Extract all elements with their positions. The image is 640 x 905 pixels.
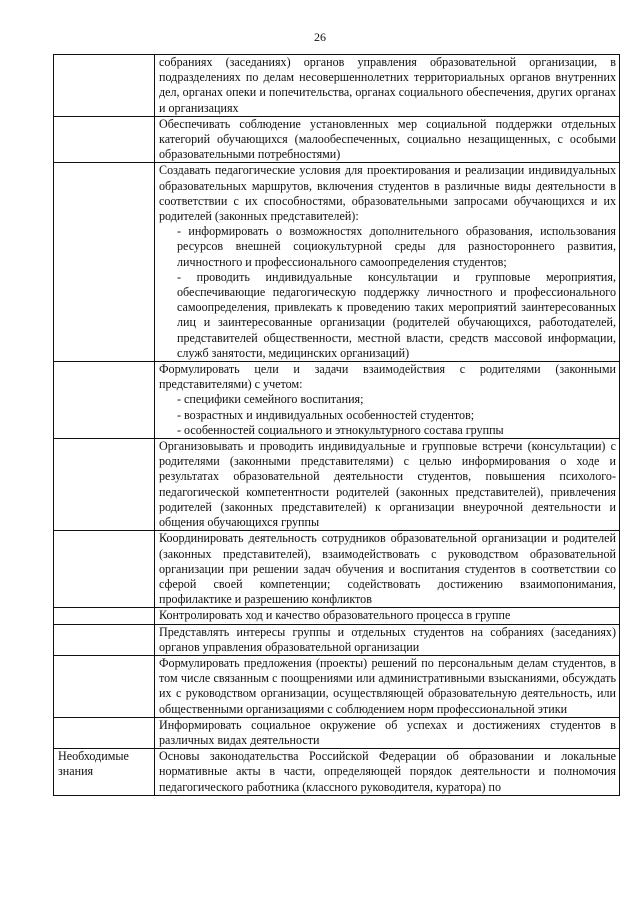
table-row [54,55,620,117]
table-row [54,116,620,163]
cell-paragraph: Организовывать и проводить индивидуальные и групповые встречи (консультации) с родителями (законными представителями) с целью информирования о ходе и результатах образовательной деятельности студентов, повышения психолого-педагогической компетентности родителей (законных представителей), привлечения родителей (законных представителей) к организации внеурочной деятельности и общения обучающихся группы [159,439,616,530]
table-row [54,717,620,748]
row-content-cell [155,624,620,655]
row-label-cell [54,624,155,655]
row-content-cell [155,655,620,717]
table-row [54,624,620,655]
row-content-cell [155,717,620,748]
cell-paragraph: Обеспечивать соблюдение установленных мер социальной поддержки отдельных категорий обучающихся (малообеспеченных, социально незащищенных, с особыми образовательными потребностями) [159,116,616,162]
table-row [54,655,620,717]
row-label-cell [54,55,155,117]
cell-paragraph: Контролировать ход и качество образовательного процесса в группе [159,608,511,623]
cell-paragraph: собраниях (заседаниях) органов управления образовательной организации, в подразделениях по делам несовершеннолетних территориальных органов внутренних дел, органах опеки и попечительства, органах социального обеспечения, других органах и организациях [159,55,616,115]
row-content-cell [155,362,620,439]
row-label-cell [54,439,155,531]
cell-list-item: - специфики семейного воспитания; [177,392,364,407]
table-row [54,439,620,531]
cell-list-item: - проводить индивидуальные консультации и групповые мероприятия, обеспечивающие педагогическую поддержку личностного и профессионального самоопределения, привлекать к проведению таких мероприятий заинтересованных лиц и заинтересованные организации (родителей обучающихся, работодателей, представителей общественности, местной власти, средств массовой информации, служб занятости, медицинских организаций) [177,269,616,360]
row-label-cell [54,163,155,362]
row-content-cell [155,439,620,531]
cell-paragraph: Основы законодательства Российской Федерации об образовании и локальные нормативные акты в части, определяющей порядок деятельности и полномочия педагогического работника (классного руководителя, куратора) по [159,749,616,794]
table-row [54,608,620,624]
cell-paragraph: Координировать деятельность сотрудников образовательной организации и родителей (законных представителей), взаимодействовать с руководством образовательной организации при решении задач обучения и воспитания студентов в соответствии со сферой своей компетенции; содействовать достижению взаимопонимания, профилактике и разрешению конфликтов [159,531,616,607]
cell-list-item: - информировать о возможностях дополнительного образования, использования ресурсов внешней социокультурной среды для разностороннего развития, личностного и профессионального самоопределения студентов; [177,224,616,269]
row-label-cell [54,531,155,608]
table-row [54,531,620,608]
cell-paragraph: Формулировать цели и задачи взаимодействия с родителями (законными представителями) с учетом: [159,362,616,392]
cell-paragraph: Формулировать предложения (проекты) решений по персональным делам студентов, в том числе связанным с поощрениями или административными взысканиями, обсуждать их с руководством организации, осуществляющей образовательную деятельность, или общественными организациями с соблюдением норм профессиональной этики [159,655,616,716]
table-row [54,362,620,439]
table-row [54,163,620,362]
row-label-cell [54,717,155,748]
row-label-cell [54,362,155,439]
row-content-cell [155,55,620,117]
row-label-cell [54,116,155,163]
row-label-cell: Необходимые знания [54,749,155,796]
cell-list-item: - возрастных и индивидуальных особенностей студентов; [177,407,475,422]
competency-table [53,54,620,796]
page-number: 26 [314,30,326,44]
row-content-cell [155,116,620,163]
cell-paragraph: Создавать педагогические условия для проектирования и реализации индивидуальных образовательных маршрутов, включения студентов в различные виды деятельности в соответствии с их способностями, образовательными запросами обучающихся и их родителей (законных представителей): [159,163,616,224]
row-content-cell [155,163,620,362]
row-content-cell [155,608,620,624]
row-content-cell [155,749,620,796]
row-content-cell [155,531,620,608]
cell-paragraph: Информировать социальное окружение об успехах и достижениях студентов в различных видах деятельности [159,717,616,747]
cell-list-item: - особенностей социального и этнокультурного состава группы [177,422,504,437]
row-label-cell [54,608,155,624]
table-row [54,749,620,796]
cell-paragraph: Представлять интересы группы и отдельных студентов на собраниях (заседаниях) органов управления образовательной организации [159,624,616,654]
row-label-cell [54,655,155,717]
